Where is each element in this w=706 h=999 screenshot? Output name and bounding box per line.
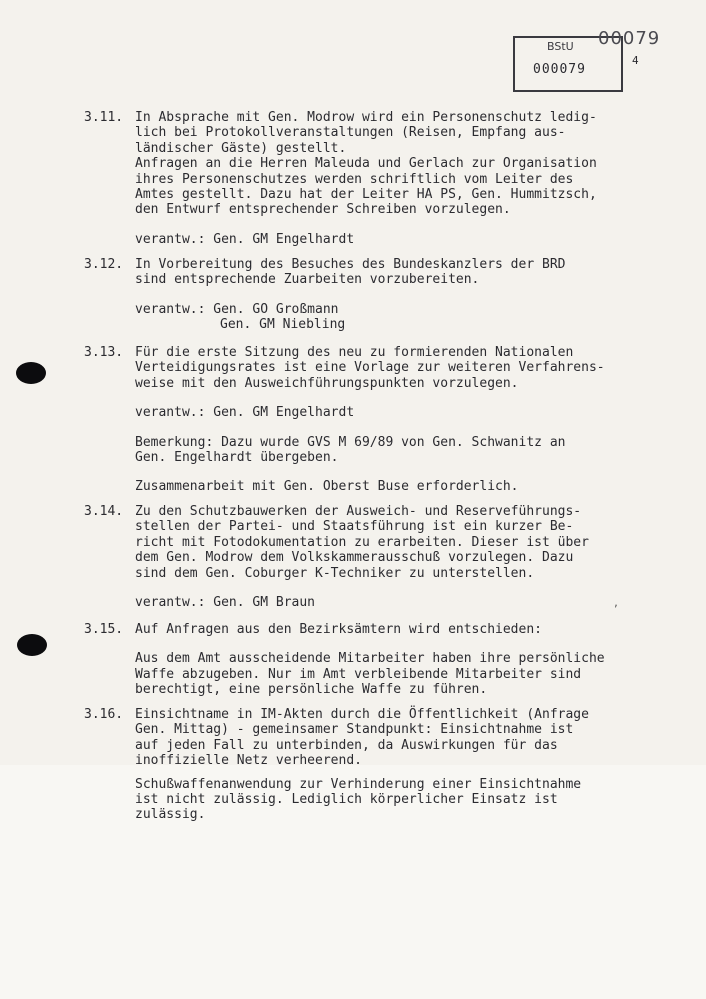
responsible-line: verantw.: Gen. GO Großmann: [135, 301, 339, 317]
text-line: Gen. Engelhardt übergeben.: [135, 450, 339, 466]
section-body: [135, 257, 675, 333]
text-line: In Vorbereitung des Besuches des Bundeskanzlers der BRD: [135, 257, 566, 272]
text-line: Zu den Schutzbauwerken der Ausweich- und Reserveführungs-: [135, 504, 582, 519]
text-line: weise mit den Ausweichführungspunkten vorzulegen.: [135, 375, 519, 391]
text-line: ist nicht zulässig. Lediglich körperlicher Einsatz ist: [135, 792, 558, 808]
section-number: 3.15.: [84, 622, 124, 637]
text-line: Schußwaffenanwendung zur Verhinderung einer Einsichtnahme: [135, 776, 582, 792]
stamp-number: 000079: [533, 62, 586, 77]
text-line: berechtigt, eine persönliche Waffe zu führen.: [135, 682, 488, 698]
text-line: stellen der Partei- und Staatsführung ist ein kurzer Be-: [135, 519, 574, 535]
text-line: sind dem Gen. Coburger K-Techniker zu unterstellen.: [135, 565, 535, 581]
punch-hole: [17, 634, 47, 656]
responsible-line: verantw.: Gen. GM Engelhardt: [135, 231, 355, 247]
responsible-line: verantw.: Gen. GM Engelhardt: [135, 405, 355, 421]
text-line: sind entsprechende Zuarbeiten vorzubereiten.: [135, 272, 480, 288]
text-line: Zusammenarbeit mit Gen. Oberst Buse erforderlich.: [135, 479, 519, 495]
stamp-agency: BStU: [547, 40, 574, 53]
scan-mark: ,: [613, 598, 620, 609]
text-line: Aus dem Amt ausscheidende Mitarbeiter haben ihre persönliche: [135, 651, 605, 667]
text-line: Gen. Mittag) - gemeinsamer Standpunkt: Einsichtnahme ist: [135, 722, 574, 738]
text-line: In Absprache mit Gen. Modrow wird ein Personenschutz ledig-: [135, 110, 597, 125]
responsible-line-extra: Gen. GM Niebling: [220, 317, 346, 333]
section-body: [135, 622, 675, 698]
section-body: [135, 110, 675, 247]
text-line: Waffe abzugeben. Nur im Amt verbleibende Mitarbeiter sind: [135, 666, 582, 682]
text-line: dem Gen. Modrow dem Volkskammerausschuß vorzulegen. Dazu: [135, 550, 574, 566]
text-line: zulässig.: [135, 807, 206, 823]
section-body: [135, 504, 675, 610]
text-line: Einsichtname in IM-Akten durch die Öffentlichkeit (Anfrage: [135, 707, 589, 722]
section-number: 3.13.: [84, 345, 124, 360]
text-line: Für die erste Sitzung des neu zu formierenden Nationalen: [135, 345, 574, 360]
text-line: den Entwurf entsprechender Schreiben vorzulegen.: [135, 202, 511, 218]
section-body: [135, 707, 675, 823]
text-line: richt mit Fotodokumentation zu erarbeiten. Dieser ist über: [135, 534, 589, 550]
section-number: 3.14.: [84, 504, 124, 519]
section-body: [135, 345, 675, 495]
text-line: Verteidigungsrates ist eine Vorlage zur weiteren Verfahrens-: [135, 360, 605, 376]
text-line: ihres Personenschutzes werden schriftlich vom Leiter des: [135, 171, 574, 187]
text-line: Bemerkung: Dazu wurde GVS M 69/89 von Gen. Schwanitz an: [135, 434, 566, 450]
page-number: 4: [632, 54, 639, 67]
section-number: 3.16.: [84, 707, 124, 722]
text-line: Amtes gestellt. Dazu hat der Leiter HA PS, Gen. Hummitzsch,: [135, 187, 597, 203]
section-number: 3.12.: [84, 257, 124, 272]
text-line: ländischer Gäste) gestellt.: [135, 140, 347, 156]
section-number: 3.11.: [84, 110, 124, 125]
punch-hole: [16, 362, 46, 384]
responsible-line: verantw.: Gen. GM Braun: [135, 595, 316, 611]
text-line: Auf Anfragen aus den Bezirksämtern wird entschieden:: [135, 622, 542, 637]
text-line: inoffizielle Netz verheerend.: [135, 753, 362, 769]
text-line: lich bei Protokollveranstaltungen (Reisen, Empfang aus-: [135, 125, 566, 141]
handwritten-page-number: 00079: [598, 28, 661, 49]
text-line: auf jeden Fall zu unterbinden, da Auswirkungen für das: [135, 737, 558, 753]
text-line: Anfragen an die Herren Maleuda und Gerlach zur Organisation: [135, 156, 597, 172]
